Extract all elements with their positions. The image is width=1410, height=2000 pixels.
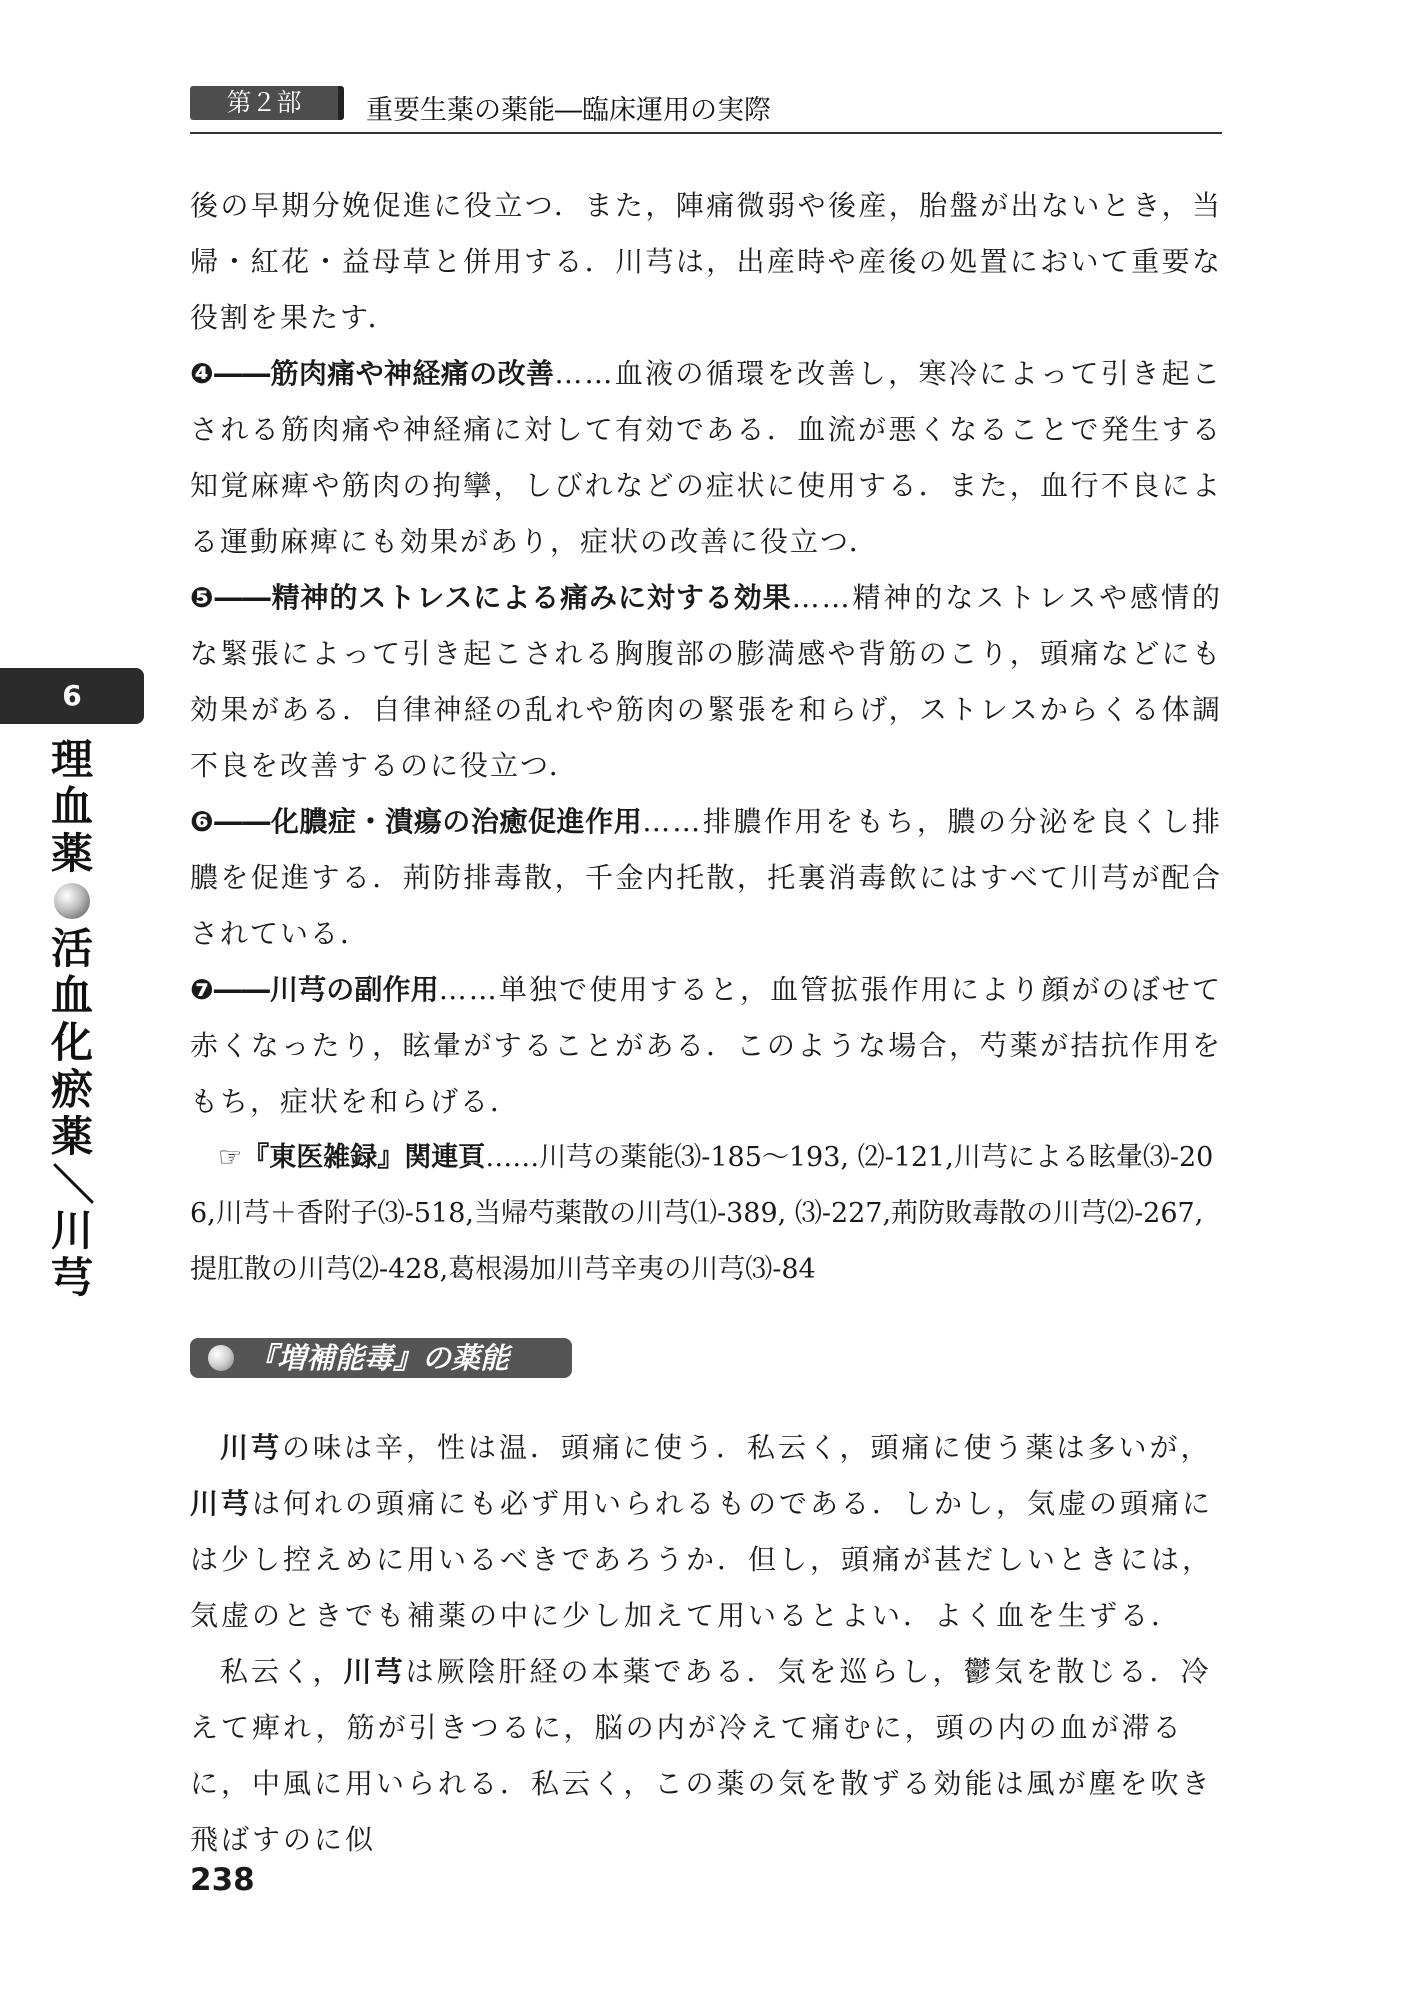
term-bold: 川芎	[343, 1655, 406, 1688]
side-char: 瘀	[50, 1065, 93, 1114]
term-bold: 川芎	[190, 1487, 253, 1520]
item-7-text: ……単独で使用すると，血管拡張作用により顔がのぼせて赤くなったり，眩暈がすることがある．このような場合，芍薬が拮抗作用をもち，症状を和らげる．	[190, 973, 1222, 1118]
item-4-heading: ❹――筋肉痛や神経痛の改善	[190, 357, 555, 390]
reference-note	[190, 1130, 1222, 1298]
side-char: 薬	[50, 1112, 93, 1161]
reference-text: ……川芎の薬能⑶-185～193, ⑵-121,川芎による眩暈⑶-206,川芎＋香附子⑶-518,当帰芍薬散の川芎⑴-389, ⑶-227,荊防敗毒散の川芎⑵-267,提肛散の川芎⑵-428,葛根湯加川芎辛夷の川芎⑶-84	[190, 1142, 1214, 1285]
item-6-heading: ❻――化膿症・潰瘍の治癒促進作用	[190, 805, 643, 838]
side-char: 芎	[50, 1253, 93, 1302]
page-number: 238	[190, 1862, 255, 1898]
chapter-tab: 6	[0, 668, 144, 724]
paragraph-text: の味は辛，性は温．頭痛に使う．私云く，頭痛に使う薬は多いが，	[282, 1431, 1212, 1464]
running-header	[190, 82, 1222, 134]
side-char: 血	[50, 971, 93, 1020]
item-5	[190, 570, 1222, 794]
item-7-heading: ❼――川芎の副作用	[190, 973, 439, 1006]
chapter-vertical-title	[48, 736, 96, 1301]
section-paragraph-2	[190, 1644, 1222, 1868]
intro-paragraph: 後の早期分娩促進に役立つ．また，陣痛微弱や後産，胎盤が出ないとき，当帰・紅花・益母草と併用する．川芎は，出産時や産後の処置において重要な役割を果たす．	[190, 189, 1222, 334]
section-title: 『増補能毒』の薬能	[248, 1341, 510, 1375]
reference-heading: ☞『東医雑録』関連頁	[218, 1142, 486, 1173]
side-char: 川	[50, 1206, 93, 1255]
section-paragraph-1	[190, 1420, 1222, 1644]
item-7	[190, 962, 1222, 1130]
term-bold: 川芎	[220, 1431, 283, 1464]
side-char: 理	[50, 735, 93, 784]
item-5-heading: ❺――精神的ストレスによる痛みに対する効果	[190, 581, 792, 614]
section-text	[190, 1420, 1222, 1868]
header-title: 重要生薬の薬能―臨床運用の実際	[366, 95, 771, 126]
side-char: 血	[50, 782, 93, 831]
side-char: 活	[50, 924, 93, 973]
item-4	[190, 346, 1222, 570]
section-ball-icon	[208, 1345, 234, 1371]
side-char: 化	[50, 1018, 93, 1067]
paragraph-text: は厥陰肝経の本薬である．気を巡らし，鬱気を散じる．冷えて痺れ，筋が引きつるに，脳の内が冷えて痛むに，頭の内の血が滞るに，中風に用いられる．私云く，この薬の気を散ずる効能は風が塵を吹き飛ばすのに似	[190, 1655, 1213, 1856]
item-6-text: ……排膿作用をもち，膿の分泌を良くし排膿を促進する．荊防排毒散，千金内托散，托裏消毒飲にはすべて川芎が配合されている．	[190, 805, 1222, 950]
part-label: 第２部	[190, 86, 344, 120]
bullet-circle-icon	[54, 883, 90, 919]
item-4-text: ……血液の循環を改善し，寒冷によって引き起こされる筋肉痛や神経痛に対して有効である．血流が悪くなることで発生する知覚麻痺や筋肉の拘攣，しびれなどの症状に使用する．また，血行不良による運動麻痺にも効果があり，症状の改善に役立つ．	[190, 357, 1222, 558]
side-char: 薬	[50, 829, 93, 878]
item-6	[190, 794, 1222, 962]
side-slash: ／	[47, 1162, 97, 1205]
main-text	[190, 178, 1222, 1298]
item-5-text: ……精神的なストレスや感情的な緊張によって引き起こされる胸腹部の膨満感や背筋のこり，頭痛などにも効果がある．自律神経の乱れや筋肉の緊張を和らげ，ストレスからくる体調不良を改善するのに役立つ．	[190, 581, 1222, 782]
section-heading	[190, 1338, 572, 1378]
paragraph-text: 私云く，	[220, 1655, 344, 1688]
paragraph-text: は何れの頭痛にも必ず用いられるものである．しかし，気虚の頭痛には少し控えめに用いるべきであろうか．但し，頭痛が甚だしいときには，気虚のときでも補薬の中に少し加えて用いるとよい．よく血を生ずる．	[190, 1487, 1214, 1632]
